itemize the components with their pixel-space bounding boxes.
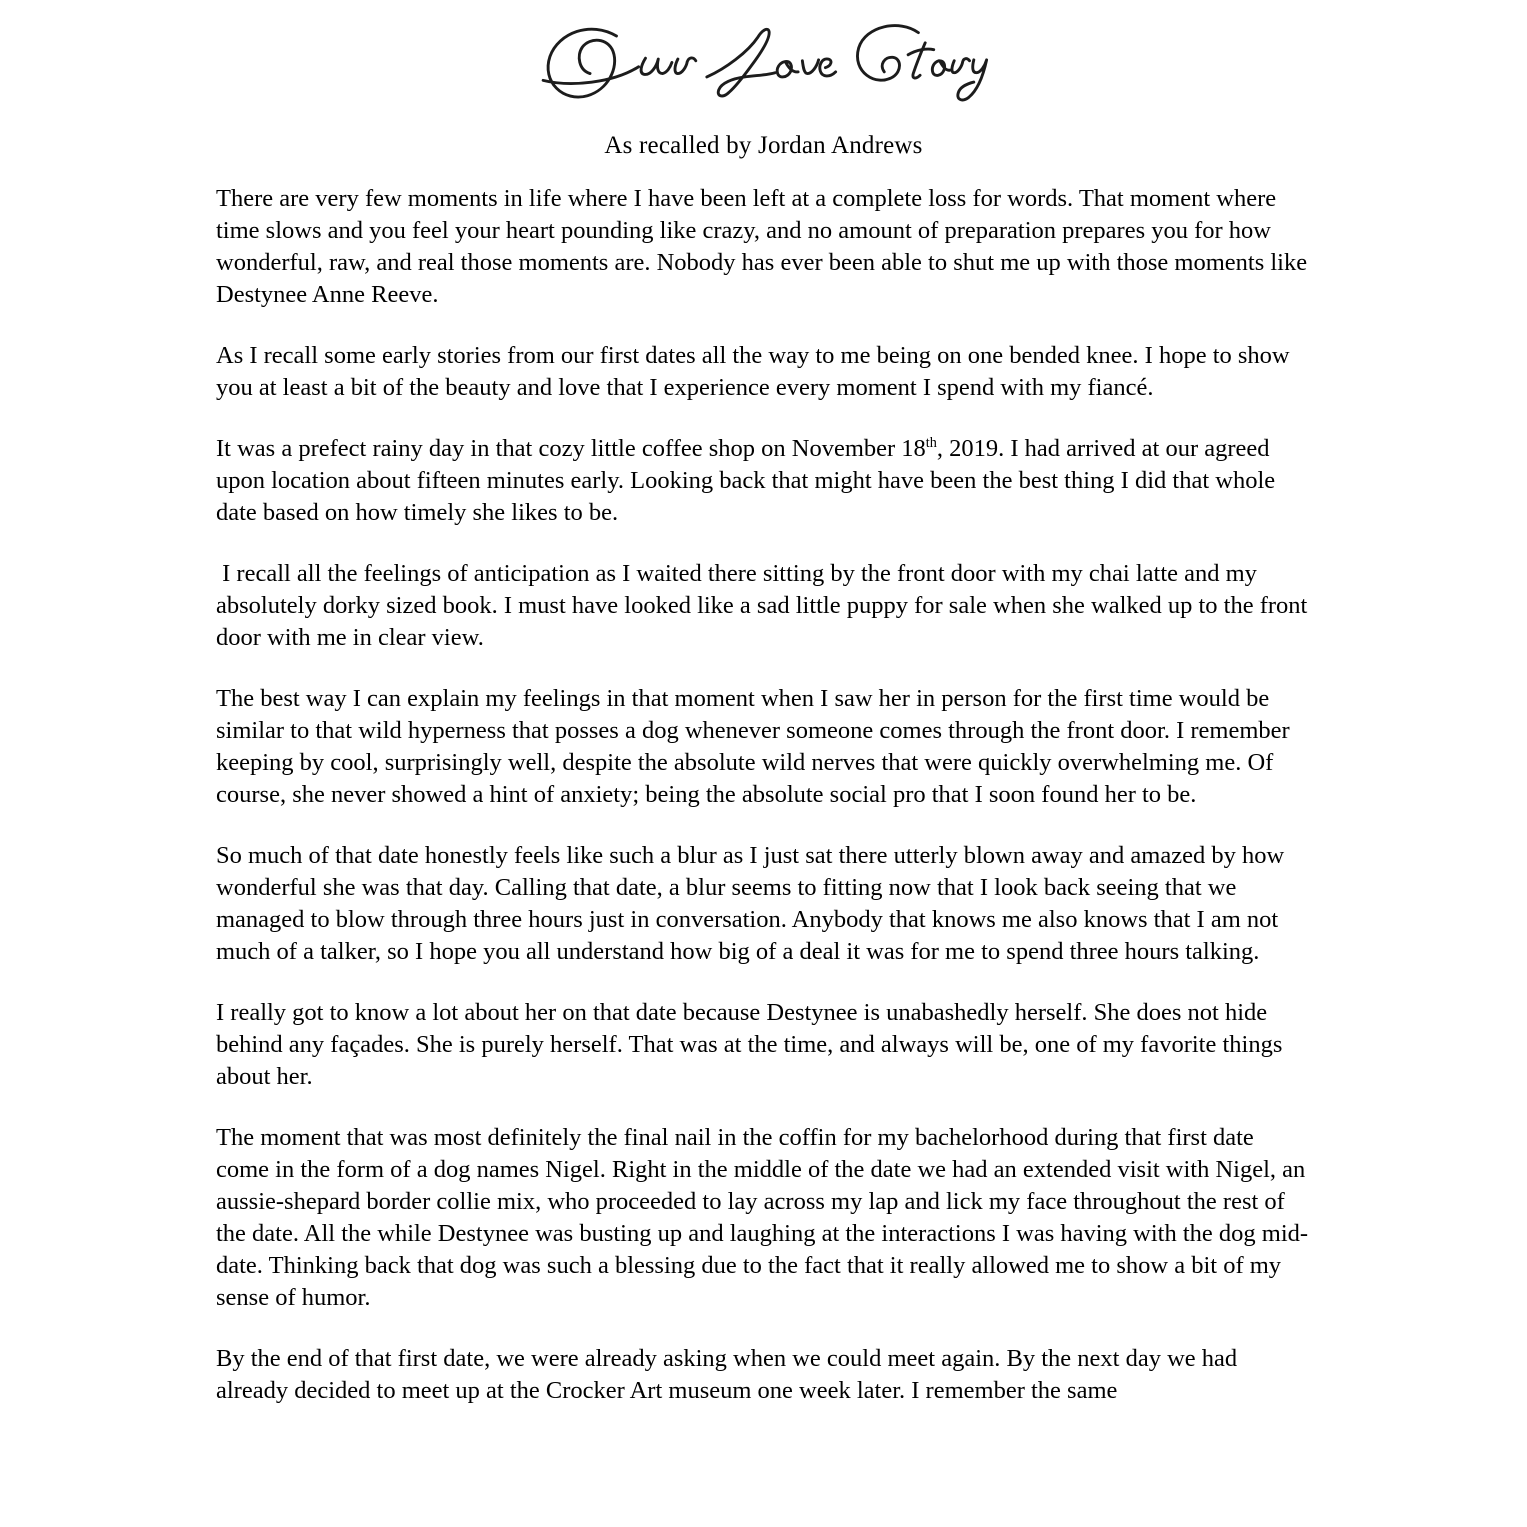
paragraph-6: So much of that date honestly feels like such a blur as I just sat there utterly blown away and amazed by how wonderful she was that day. Calling that date, a blur seems to fitting now that I look back seeing that we managed to blow through three hours just in conversation. Anybody that knows me also knows that I am not much of a talker, so I hope you all understand how big of a deal it was for me to spend three hours talking. bbox=[216, 842, 1291, 965]
paragraph-7: I really got to know a lot about her on that date because Destynee is unabashedly herself. She does not hide behind any façades. She is purely herself. That was at the time, and always will be, one of my favorite things about her. bbox=[216, 999, 1289, 1090]
script-title-graphic bbox=[538, 24, 990, 118]
paragraph-5: The best way I can explain my feelings in that moment when I saw her in person for the first time would be similar to that wild hyperness that posses a dog whenever someone comes through the front door. I remember keeping by cool, surprisingly well, despite the absolute wild nerves that were quickly overwhelming me. Of course, she never showed a hint of anxiety; being the absolute social pro that I soon found her to be. bbox=[216, 685, 1296, 808]
paragraph-3-post: , 2019. I had arrived at our agreed upon location about fifteen minutes early. Looking back that might have been the best thing I did that whole date based on how timely she likes to be. bbox=[216, 435, 1282, 526]
paragraph-8: The moment that was most definitely the final nail in the coffin for my bachelorhood during that first date come in the form of a dog names Nigel. Right in the middle of the date we had an extended visit with Nigel, an aussie-shepard border collie mix, who proceeded to lay across my lap and lick my face throughout the rest of the date. All the while Destynee was busting up and laughing at the interactions I was having with the dog mid-date. Thinking back that dog was such a blessing due to the fact that it really allowed me to show a bit of my sense of humor. bbox=[216, 1124, 1312, 1311]
byline: As recalled by Jordan Andrews bbox=[604, 132, 923, 159]
document-body bbox=[216, 183, 1314, 1407]
page-title bbox=[216, 0, 1311, 123]
ordinal-superscript: th bbox=[925, 434, 937, 451]
paragraph-4: I recall all the feelings of anticipation as I waited there sitting by the front door with my chai latte and my absolutely dorky sized book. I must have looked like a sad little puppy for sale when she walked up to the front door with me in clear view. bbox=[216, 560, 1314, 651]
paragraph-9: By the end of that first date, we were already asking when we could meet again. By the next day we had already decided to meet up at the Crocker Art museum one week later. I remember the same bbox=[216, 1345, 1244, 1404]
paragraph-2: As I recall some early stories from our first dates all the way to me being on one bended knee. I hope to show you at least a bit of the beauty and love that I experience every moment I spend with my fiancé. bbox=[216, 342, 1296, 401]
paragraph-1: There are very few moments in life where I have been left at a complete loss for words. That moment where time slows and you feel your heart pounding like crazy, and no amount of preparation prepares you for how wonderful, raw, and real those moments are. Nobody has ever been able to shut me up with those moments like Destynee Anne Reeve. bbox=[216, 185, 1314, 308]
paragraph-3-pre: It was a prefect rainy day in that cozy little coffee shop on November 18 bbox=[216, 435, 926, 462]
document-header bbox=[216, 0, 1311, 161]
paragraph-3 bbox=[216, 433, 1311, 529]
